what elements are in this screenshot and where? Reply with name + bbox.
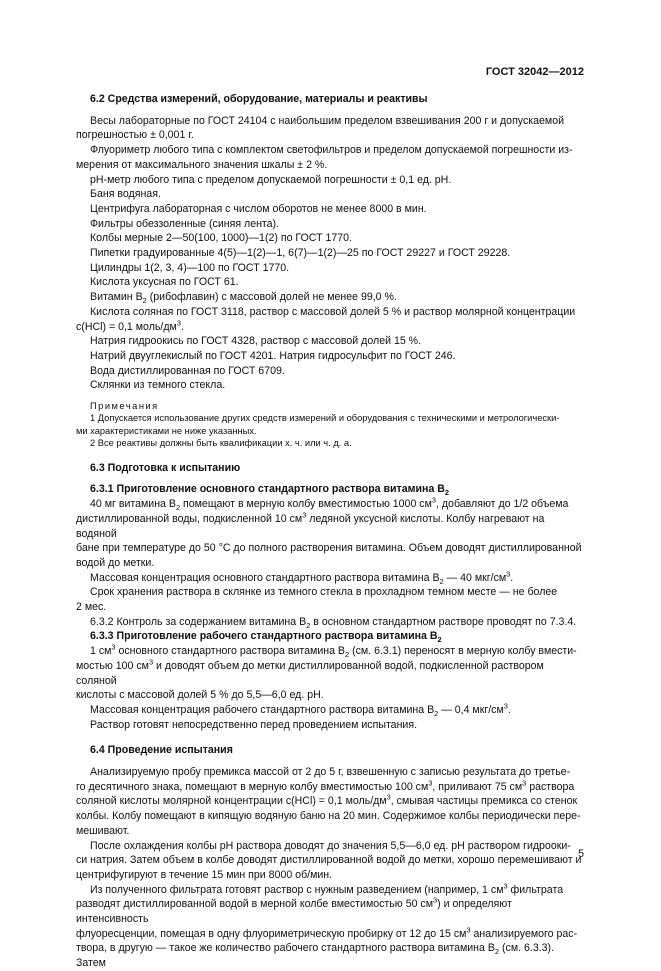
text-line bbox=[76, 497, 582, 512]
text-line: Флуориметр любого типа с комплектом светофильтров и пределом допускаемой погрешности из- bbox=[90, 144, 573, 157]
text-line: Центрифуга лабораторная с числом оборотов не менее 8000 в мин. bbox=[90, 202, 427, 215]
text-run: раствора bbox=[526, 780, 575, 793]
section-heading-6-2: 6.2 Средства измерений, оборудование, материалы и реактивы bbox=[90, 93, 428, 105]
text-run: c(HCl) = 0,1 моль/дм bbox=[76, 320, 177, 333]
superscript: 3 bbox=[522, 778, 527, 788]
text-run: флуоресценции, помещая в одну флуориметрическую пробирку от 12 до 15 см bbox=[76, 927, 467, 940]
text-run: (см. 6.3.1) переносят в мерную колбу вмести- bbox=[349, 645, 577, 658]
text-line: Колбы мерные 2—50(100, 1000)—1(2) по ГОСТ 1770. bbox=[90, 232, 353, 245]
text-run: , приливают 75 см bbox=[432, 780, 523, 793]
text-line: Раствор готовят непосредственно перед проведением испытания. bbox=[90, 718, 418, 731]
text-run: (рибофлавин) с массовой долей не менее 99,0 %. bbox=[146, 291, 397, 304]
superscript: 3 bbox=[466, 925, 471, 935]
text-line: колбы. Колбу помещают в кипящую водяную баню на 20 мин. Содержимое колбы периодически пере- bbox=[76, 810, 581, 823]
superscript: 3 bbox=[433, 895, 438, 905]
text-line bbox=[76, 512, 582, 541]
text-line bbox=[76, 659, 582, 688]
text-run: помещают в мерную колбу вместимостью 1000 см bbox=[180, 498, 432, 511]
text-run: 40 мг витамина B bbox=[90, 498, 176, 511]
subscript: 2 bbox=[142, 296, 147, 306]
text-run: твора, в другую — такое же количество рабочего стандартного раствора витамина B bbox=[76, 942, 495, 955]
text-run: мостью 100 см bbox=[76, 659, 149, 672]
text-run: го десятичного знака, помещают в мерную колбу вместимостью 100 см bbox=[76, 780, 429, 793]
superscript: 3 bbox=[111, 642, 116, 652]
text-run: 1 см bbox=[90, 645, 112, 658]
text-line: Баня водяная. bbox=[90, 188, 161, 201]
text-run: . bbox=[507, 703, 511, 716]
superscript: 3 bbox=[503, 701, 508, 711]
text-line bbox=[76, 941, 582, 970]
subscript: 2 bbox=[345, 650, 350, 660]
text-run: фильтрата bbox=[507, 883, 564, 896]
notes-title: Примечания bbox=[90, 401, 159, 412]
text-line: бане при температуре до 50 °С до полного растворения витамина. Объем доводят дистиллированной bbox=[76, 542, 582, 555]
subsection-heading-6-3-1 bbox=[76, 482, 582, 497]
superscript: 3 bbox=[148, 657, 154, 667]
text-line: центрифугируют в течение 15 мин при 8000 об/мин. bbox=[76, 868, 333, 881]
text-run: . bbox=[510, 571, 514, 584]
subscript: 2 bbox=[437, 635, 442, 645]
subscript: 2 bbox=[439, 576, 444, 586]
superscript: 3 bbox=[302, 510, 307, 520]
text-run: соляной кислоты молярной концентрации c(HCl) = 0,1 моль/дм bbox=[76, 795, 387, 808]
text-line bbox=[76, 897, 582, 926]
text-run: — 40 мкг/см bbox=[443, 571, 507, 584]
page-number: 5 bbox=[578, 848, 584, 860]
document-header: ГОСТ 32042—2012 bbox=[485, 66, 584, 78]
text-line: Срок хранения раствора в склянке из темного стекла в прохладном темном месте — не более bbox=[90, 586, 558, 599]
superscript: 3 bbox=[428, 778, 433, 788]
text-run: 6.3.1 Приготовление основного стандартного раствора витамина B bbox=[90, 483, 445, 496]
text-line bbox=[76, 703, 582, 718]
superscript: 3 bbox=[506, 569, 511, 579]
note-line: ми характеристиками не ниже указанных. bbox=[76, 425, 257, 436]
text-run: ) и определяют интенсивность bbox=[76, 898, 512, 926]
text-line bbox=[76, 883, 582, 898]
text-run: в основном стандартном растворе проводят по 7.3.4. bbox=[310, 615, 577, 628]
subscript: 2 bbox=[434, 709, 439, 719]
text-line: мешивают. bbox=[76, 824, 130, 837]
text-line bbox=[76, 927, 582, 942]
text-line: Весы лабораторные по ГОСТ 24104 с наибольшим пределом взвешивания 200 г и допускаемой bbox=[90, 114, 565, 127]
text-run: , добавляют до 1/2 объема bbox=[435, 498, 569, 511]
text-line: Анализируемую пробу премикса массой от 2 до 5 г, взвешенную с записью результата до третье- bbox=[90, 766, 571, 779]
superscript: 3 bbox=[386, 792, 391, 802]
text-run: 6.3.3 Приготовление рабочего стандартного раствора витамина B bbox=[90, 630, 438, 643]
text-line: После охлаждения колбы pH раствора доводят до значения 5,5—6,0 ед. pH раствором гидрооки- bbox=[90, 839, 571, 852]
section-heading-6-3: 6.3 Подготовка к испытанию bbox=[90, 461, 241, 474]
text-line: Натрия гидроокись по ГОСТ 4328, раствор с массовой долей 15 %. bbox=[90, 335, 422, 348]
text-line: 2 мес. bbox=[76, 601, 107, 614]
document-body bbox=[76, 92, 582, 971]
text-line: водой до метки. bbox=[76, 556, 155, 569]
text-line: Натрий двууглекислый по ГОСТ 4201. Натрия гидросульфит по ГОСТ 246. bbox=[90, 349, 456, 362]
text-line: Кислота уксусная по ГОСТ 61. bbox=[90, 276, 239, 289]
note-line: 2 Все реактивы должны быть квалификации х. ч. или ч. д. а. bbox=[90, 438, 352, 449]
subscript: 2 bbox=[175, 503, 181, 513]
text-line: Вода дистиллированная по ГОСТ 6709. bbox=[90, 364, 285, 377]
text-run: , смывая частицы премикса со стенок bbox=[390, 795, 578, 808]
superscript: 3 bbox=[431, 495, 436, 505]
subscript: 2 bbox=[306, 620, 311, 630]
superscript: 3 bbox=[503, 881, 508, 891]
text-run: анализируемого рас- bbox=[470, 927, 578, 940]
text-run: ледяной уксусной кислоты. Колбу нагревают на водяной bbox=[76, 512, 545, 540]
text-run: (см. 6.3.3). Затем bbox=[76, 942, 555, 970]
text-line: кислоты с массовой долей 5 % до 5,5—6,0 ед. pH. bbox=[76, 689, 324, 702]
text-run: Массовая концентрация основного стандартного раствора витамина B bbox=[90, 571, 440, 584]
text-run: разводят дистиллированной водой в мерной колбе вместимостью 50 см bbox=[76, 898, 433, 911]
subscript: 2 bbox=[494, 947, 500, 957]
text-line bbox=[76, 794, 582, 809]
text-run: и доводят объем до метки дистиллированной водой, подкисленной раствором соляной bbox=[76, 659, 544, 687]
text-line bbox=[76, 290, 582, 305]
subscript: 2 bbox=[444, 488, 449, 498]
text-line bbox=[76, 615, 582, 630]
note-line: 1 Допускается использование других средств измерений и оборудования с техническими и метрологически- bbox=[90, 413, 560, 424]
text-line: Пипетки градуированные 4(5)—1(2)—1, 6(7)—1(2)—25 по ГОСТ 29227 и ГОСТ 29228. bbox=[90, 247, 511, 260]
text-line bbox=[76, 320, 582, 335]
text-run: основного стандартного раствора витамина B bbox=[115, 645, 346, 658]
text-run: Из полученного фильтрата готовят раствор с нужным разведением (например, 1 см bbox=[90, 883, 504, 896]
text-run: Витамин B bbox=[90, 291, 143, 304]
text-line bbox=[76, 571, 582, 586]
text-line: мерения от максимального значения шкалы ± 2 %. bbox=[76, 158, 328, 171]
text-line: Фильтры обеззоленные (синяя лента). bbox=[90, 217, 280, 230]
text-run: — 0,4 мкг/см bbox=[438, 703, 504, 716]
text-run: . bbox=[180, 320, 184, 333]
text-run: Массовая концентрация рабочего стандартного раствора витамина B bbox=[90, 703, 435, 716]
text-run: 6.3.2 Контроль за содержанием витамина B bbox=[90, 615, 307, 628]
text-line bbox=[76, 780, 582, 795]
text-line: погрешностью ± 0,001 г. bbox=[76, 129, 194, 142]
superscript: 3 bbox=[176, 318, 181, 328]
text-run: дистиллированной воды, подкисленной 10 см bbox=[76, 512, 303, 525]
text-line: pH-метр любого типа с пределом допускаемой погрешности ± 0,1 ед. pH. bbox=[90, 173, 452, 186]
text-line: Склянки из темного стекла. bbox=[90, 379, 226, 392]
section-heading-6-4: 6.4 Проведение испытания bbox=[90, 744, 233, 757]
text-line: Кислота соляная по ГОСТ 3118, раствор с массовой долей 5 % и раствор молярной концентрации bbox=[90, 305, 576, 318]
subsection-heading-6-3-3 bbox=[76, 629, 582, 644]
text-line: си натрия. Затем объем в колбе доводят дистиллированной водой до метки, хорошо перемешивают и bbox=[76, 854, 582, 867]
text-line: Цилиндры 1(2, 3, 4)—100 по ГОСТ 1770. bbox=[90, 261, 290, 274]
